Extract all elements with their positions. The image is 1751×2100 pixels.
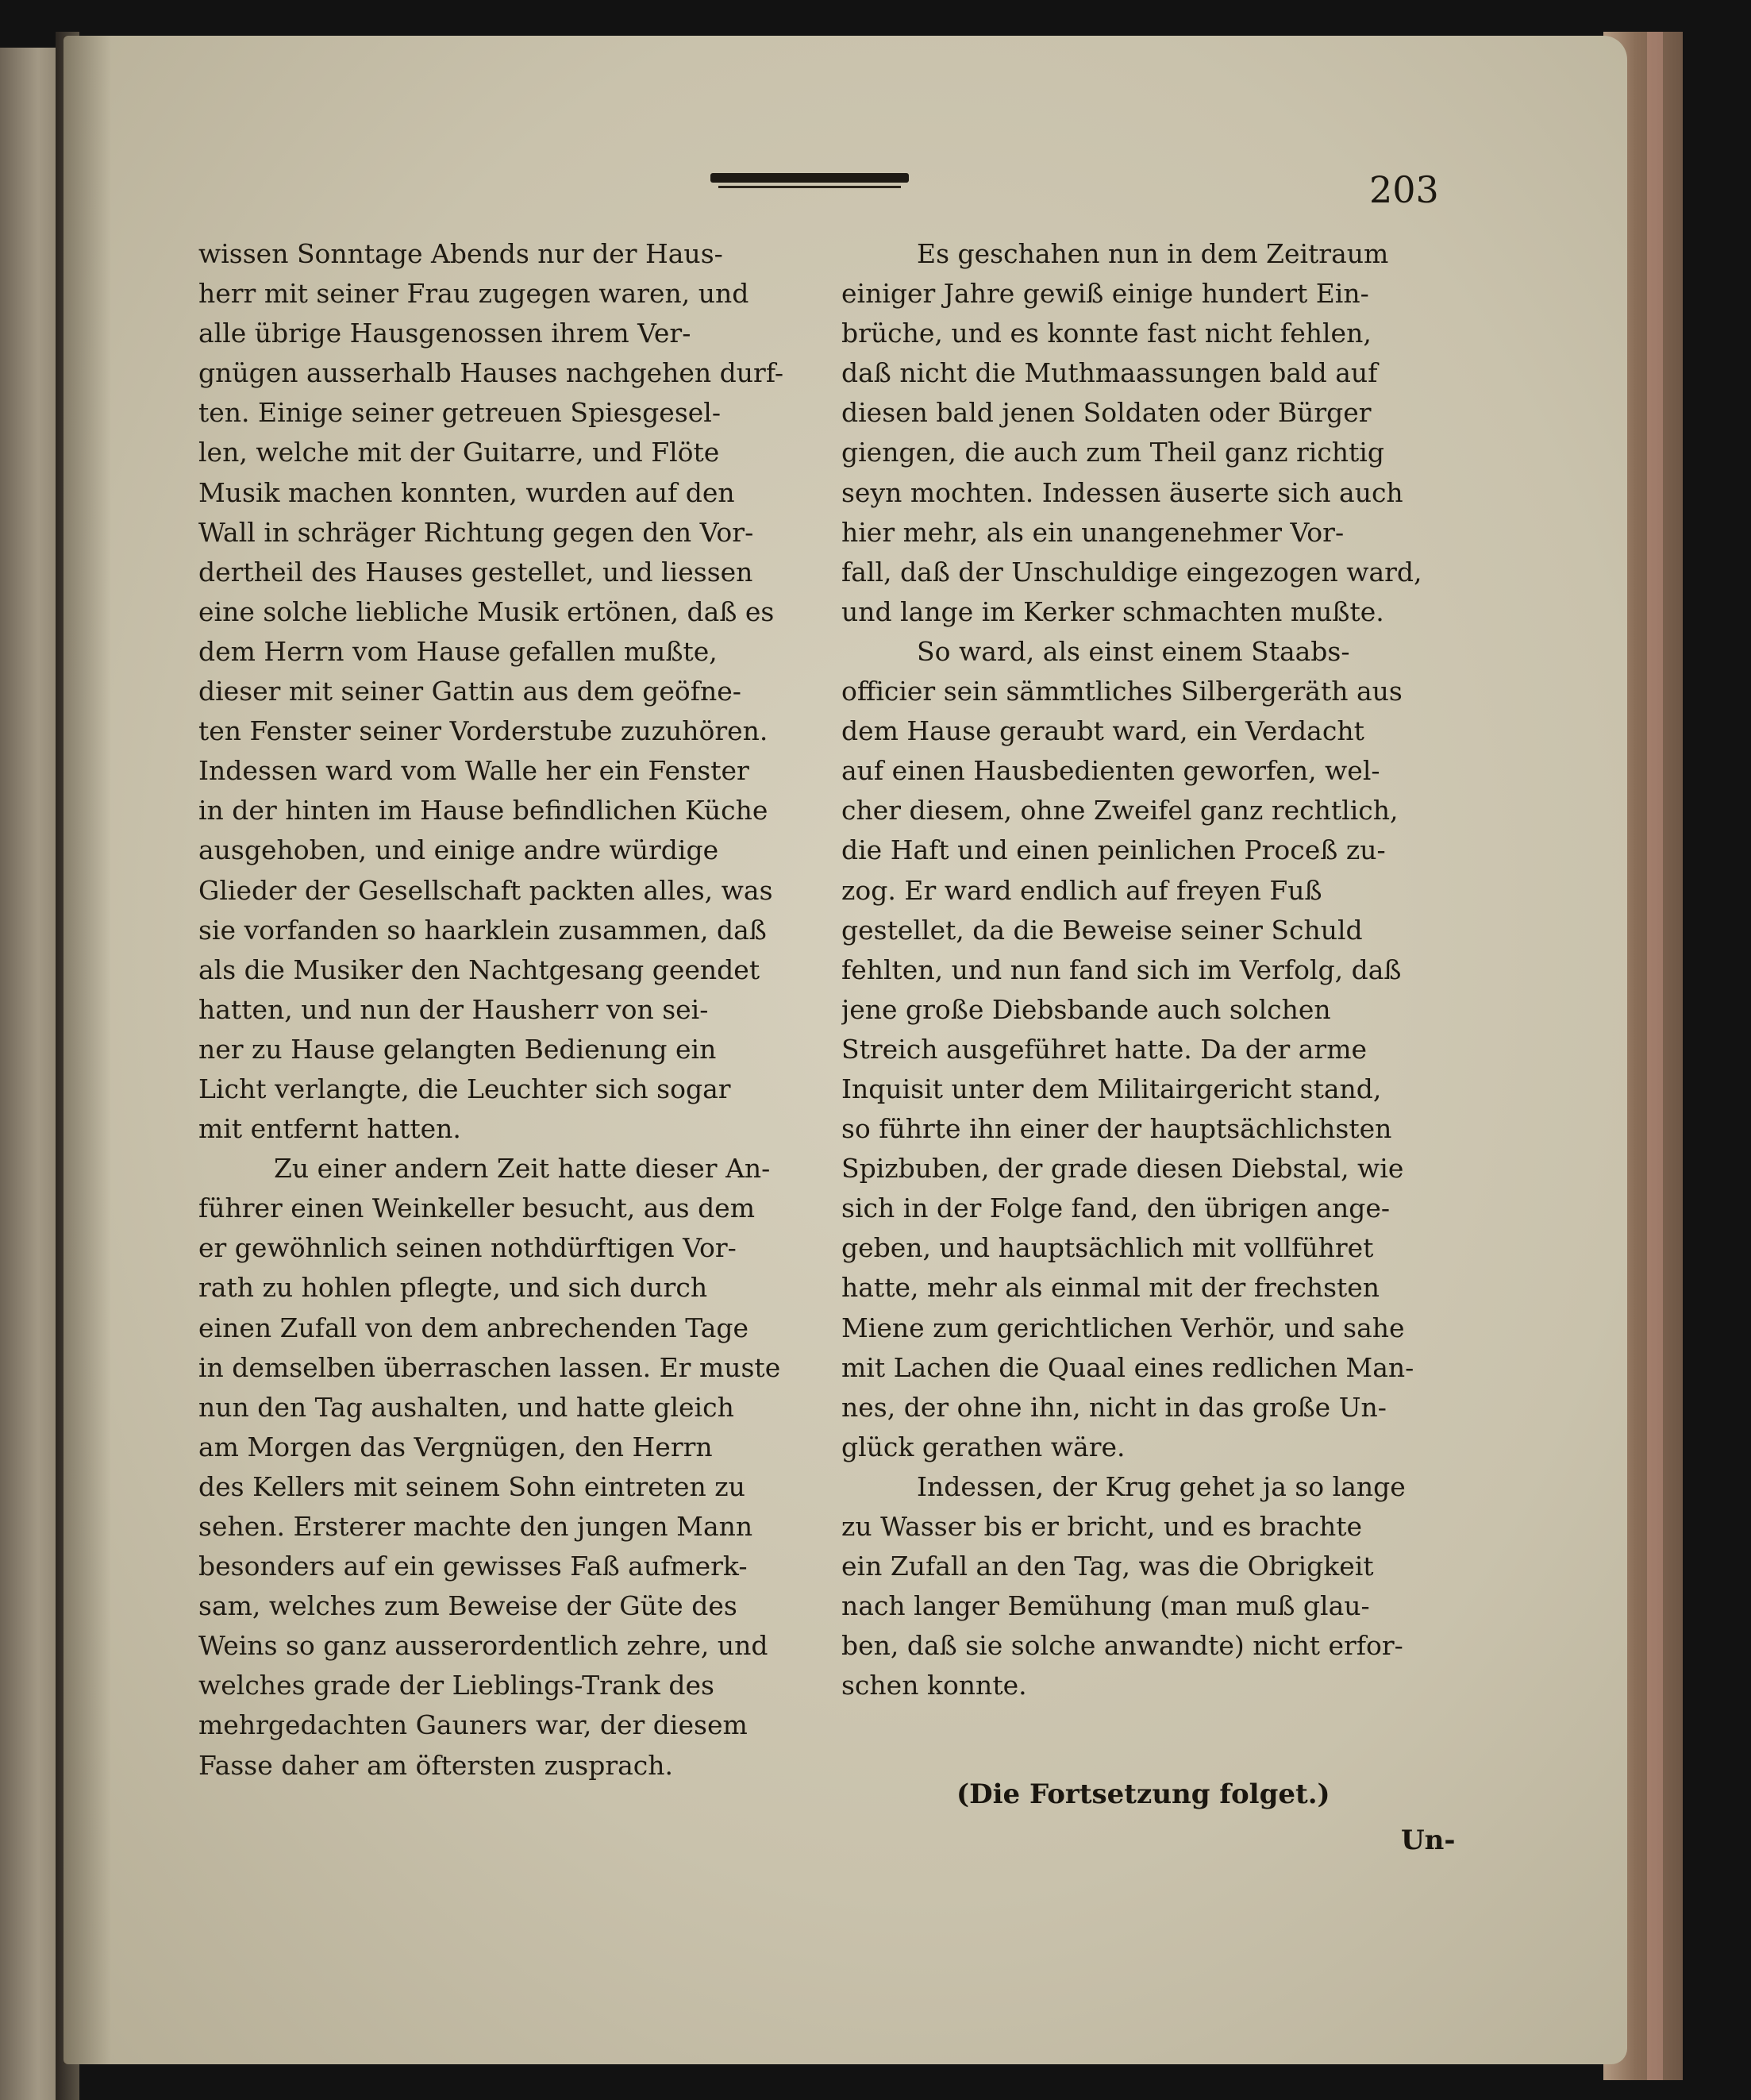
left-text-column — [198, 234, 825, 1786]
text-line: seyn mochten. Indessen äuserte sich auch — [841, 476, 1403, 508]
header-rule-thin — [718, 186, 901, 188]
text-line: ausgehoben, und einige andre würdige — [198, 834, 719, 866]
text-line: Inquisit unter dem Militairgericht stand, — [841, 1073, 1382, 1104]
text-line: Streich ausgeführet hatte. Da der arme — [841, 1033, 1368, 1065]
text-line: Indessen ward vom Walle her ein Fenster — [198, 755, 749, 787]
text-line: nach langer Bemühung (man muß glau- — [841, 1590, 1370, 1622]
text-line: sich in der Folge fand, den übrigen ange- — [841, 1193, 1391, 1224]
page-shadow — [63, 36, 111, 2064]
text-line: dertheil des Hauses gestellet, und liessen — [198, 556, 753, 588]
text-line: gnügen ausserhalb Hauses nachgehen durf- — [198, 357, 784, 389]
text-line: len, welche mit der Guitarre, und Flöte — [198, 437, 720, 468]
text-line: wissen Sonntage Abends nur der Haus- — [198, 238, 723, 269]
text-line: als die Musiker den Nachtgesang geendet — [198, 954, 760, 985]
text-line: Es geschahen nun in dem Zeitraum — [917, 238, 1389, 269]
text-line: ein Zufall an den Tag, was die Obrigkeit — [841, 1551, 1374, 1582]
text-line: in der hinten im Hause befindlichen Küche — [198, 795, 768, 827]
text-line: rath zu hohlen pflegte, und sich durch — [198, 1272, 708, 1304]
text-line: besonders auf ein gewisses Faß aufmerk- — [198, 1551, 748, 1582]
text-line: herr mit seiner Frau zugegen waren, und — [198, 278, 749, 310]
text-line: nun den Tag aushalten, und hatte gleich — [198, 1391, 734, 1423]
text-line: Weins so ganz ausserordentlich zehre, und — [198, 1630, 768, 1662]
text-line: ten. Einige seiner getreuen Spiesgesel- — [198, 397, 722, 429]
text-line: er gewöhnlich seinen nothdürftigen Vor- — [198, 1232, 737, 1264]
facing-page-edge — [0, 48, 63, 2100]
text-line: dieser mit seiner Gattin aus dem geöfne- — [198, 676, 741, 707]
text-line: mit Lachen die Quaal eines redlichen Man- — [841, 1351, 1414, 1383]
text-line: zu Wasser bis er bricht, und es brachte — [841, 1511, 1363, 1542]
text-line: nes, der ohne ihn, nicht in das große Un- — [841, 1391, 1387, 1423]
text-line: einen Zufall von dem anbrechenden Tage — [198, 1312, 749, 1343]
text-line: daß nicht die Muthmaassungen bald auf — [841, 357, 1378, 389]
text-line: auf einen Hausbedienten geworfen, wel- — [841, 755, 1380, 787]
text-line: gestellet, da die Beweise seiner Schuld — [841, 914, 1363, 946]
text-line: sie vorfanden so haarklein zusammen, daß — [198, 914, 767, 946]
page-number: 203 — [1369, 168, 1439, 211]
text-line: Miene zum gerichtlichen Verhör, und sahe — [841, 1312, 1405, 1343]
text-line: So ward, als einst einem Staabs- — [917, 635, 1350, 667]
text-line: schen konnte. — [841, 1670, 1027, 1701]
text-line: führer einen Weinkeller besucht, aus dem — [198, 1193, 756, 1224]
text-line: am Morgen das Vergnügen, den Herrn — [198, 1431, 713, 1462]
text-line: geben, und hauptsächlich mit vollführet — [841, 1232, 1374, 1264]
text-line: diesen bald jenen Soldaten oder Bürger — [841, 397, 1372, 429]
text-line: ben, daß sie solche anwandte) nicht erfor- — [841, 1630, 1403, 1662]
text-line: welches grade der Lieblings-Trank des — [198, 1670, 714, 1701]
right-text-column — [841, 234, 1464, 1705]
text-line: die Haft und einen peinlichen Proceß zu- — [841, 834, 1386, 866]
text-line: fall, daß der Unschuldige eingezogen ward, — [841, 556, 1422, 588]
text-line: so führte ihn einer der hauptsächlichsten — [841, 1113, 1392, 1145]
cover-edge — [1647, 32, 1663, 2080]
text-line: mehrgedachten Gauners war, der diesem — [198, 1709, 748, 1741]
text-line: Glieder der Gesellschaft packten alles, was — [198, 874, 773, 906]
text-line: dem Hause geraubt ward, ein Verdacht — [841, 715, 1364, 747]
text-line: zog. Er ward endlich auf freyen Fuß — [841, 874, 1322, 906]
text-line: Spizbuben, der grade diesen Diebstal, wie — [841, 1153, 1404, 1185]
text-line: des Kellers mit seinem Sohn eintreten zu — [198, 1470, 745, 1502]
text-line: Licht verlangte, die Leuchter sich sogar — [198, 1073, 731, 1104]
text-line: hier mehr, als ein unangenehmer Vor- — [841, 516, 1345, 548]
header-rule — [710, 173, 909, 183]
text-line: sam, welches zum Beweise der Güte des — [198, 1590, 737, 1622]
text-line: in demselben überraschen lassen. Er muste — [198, 1351, 781, 1383]
text-line: jene große Diebsbande auch solchen — [841, 993, 1331, 1025]
text-line: Indessen, der Krug gehet ja so lange — [917, 1470, 1406, 1502]
catchword: Un- — [1401, 1824, 1456, 1856]
text-line: Musik machen konnten, wurden auf den — [198, 476, 735, 508]
text-line: alle übrige Hausgenossen ihrem Ver- — [198, 318, 691, 349]
text-line: Wall in schräger Richtung gegen den Vor- — [198, 516, 754, 548]
text-line: brüche, und es konnte fast nicht fehlen, — [841, 318, 1372, 349]
text-line: fehlten, und nun fand sich im Verfolg, daß — [841, 954, 1402, 985]
text-line: sehen. Ersterer machte den jungen Mann — [198, 1511, 753, 1542]
text-line: dem Herrn vom Hause gefallen mußte, — [198, 635, 718, 667]
text-line: Zu einer andern Zeit hatte dieser An- — [274, 1153, 771, 1185]
text-line: officier sein sämmtliches Silbergeräth aus — [841, 676, 1403, 707]
text-line: einiger Jahre gewiß einige hundert Ein- — [841, 278, 1369, 310]
text-line: mit entfernt hatten. — [198, 1113, 461, 1145]
text-line: ner zu Hause gelangten Bedienung ein — [198, 1033, 717, 1065]
text-line: hatte, mehr als einmal mit der frechsten — [841, 1272, 1380, 1304]
text-line: eine solche liebliche Musik ertönen, daß es — [198, 595, 775, 627]
text-line: giengen, die auch zum Theil ganz richtig — [841, 437, 1384, 468]
text-line: glück gerathen wäre. — [841, 1431, 1126, 1462]
text-line: Fasse daher am öftersten zusprach. — [198, 1749, 674, 1781]
continuation-note: (Die Fortsetzung folget.) — [956, 1778, 1330, 1810]
text-line: ten Fenster seiner Vorderstube zuzuhören. — [198, 715, 768, 747]
text-line: hatten, und nun der Hausherr von sei- — [198, 993, 709, 1025]
text-line: und lange im Kerker schmachten mußte. — [841, 595, 1384, 627]
text-line: cher diesem, ohne Zweifel ganz rechtlich, — [841, 795, 1399, 827]
